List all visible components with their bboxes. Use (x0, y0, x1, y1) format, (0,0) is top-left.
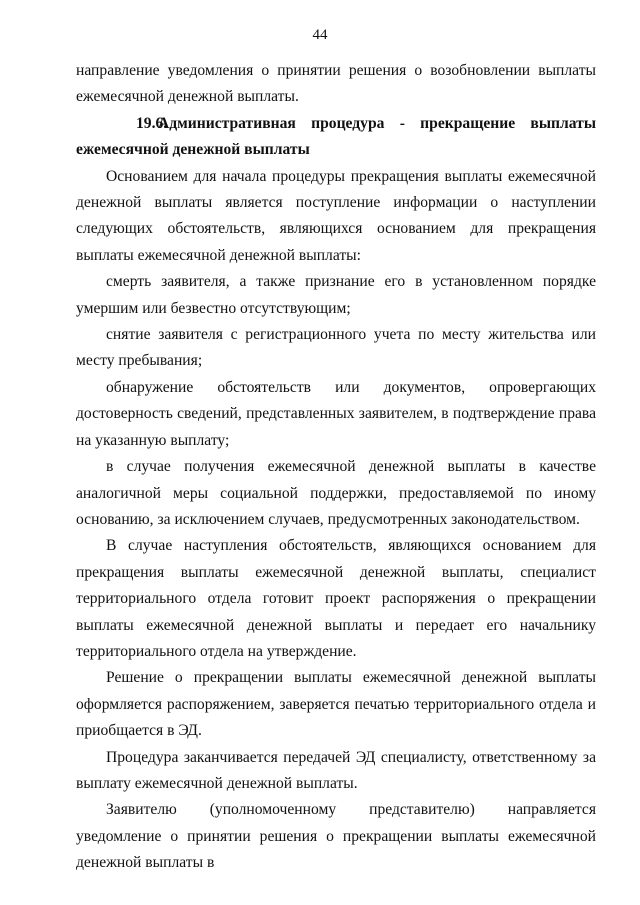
section-title: Административная процедура - прекращение выплаты ежемесячной денежной выплаты (76, 114, 596, 159)
section-number: 19.6. (136, 114, 168, 132)
paragraph-notification: Заявителю (уполномоченному представителю) направляется уведомление о принятии решения о прекращении выплаты ежемесячной денежной выплаты в (76, 801, 596, 872)
list-item-deregistration: снятие заявителя с регистрационного учета по месту жительства или месту пребывания; (76, 326, 596, 370)
paragraph-procedure-end: Процедура заканчивается передачей ЭД специалисту, ответственному за выплату ежемесячной денежной выплаты. (76, 748, 596, 792)
page-number: 44 (312, 27, 328, 43)
paragraph-grounds: Основанием для начала процедуры прекращения выплаты ежемесячной денежной выплаты является поступление информации о наступлении следующих обстоятельств, являющихся основанием для прекращения выплаты ежемесячной денежной выплаты: (76, 167, 596, 264)
paragraph-decision: Решение о прекращении выплаты ежемесячной денежной выплаты оформляется распоряжением, заверяется печатью территориального отдела и приобщается в ЭД. (76, 669, 596, 740)
paragraph-draft-order: В случае наступления обстоятельств, являющихся основанием для прекращения выплаты ежемесячной денежной выплаты, специалист территориального отдела готовит проект распоряжения о прекращении выплаты ежемесячной денежной выплаты и передает его начальнику территориального отдела на утверждение. (76, 537, 596, 660)
list-item-false-info: обнаружение обстоятельств или документов, опровергающих достоверность сведений, представленных заявителем, в подтверждение права на указанную выплату; (76, 378, 596, 449)
section-heading (76, 111, 596, 164)
list-item-death: смерть заявителя, а также признание его в установленном порядке умершим или безвестно отсутствующим; (76, 273, 596, 317)
document-body (76, 58, 596, 877)
paragraph-continuation: направление уведомления о принятии решения о возобновлении выплаты ежемесячной денежной выплаты. (76, 62, 596, 106)
list-item-duplicate-support: в случае получения ежемесячной денежной выплаты в качестве аналогичной меры социальной поддержки, предоставляемой по иному основанию, за исключением случаев, предусмотренных законодательством. (76, 458, 596, 528)
